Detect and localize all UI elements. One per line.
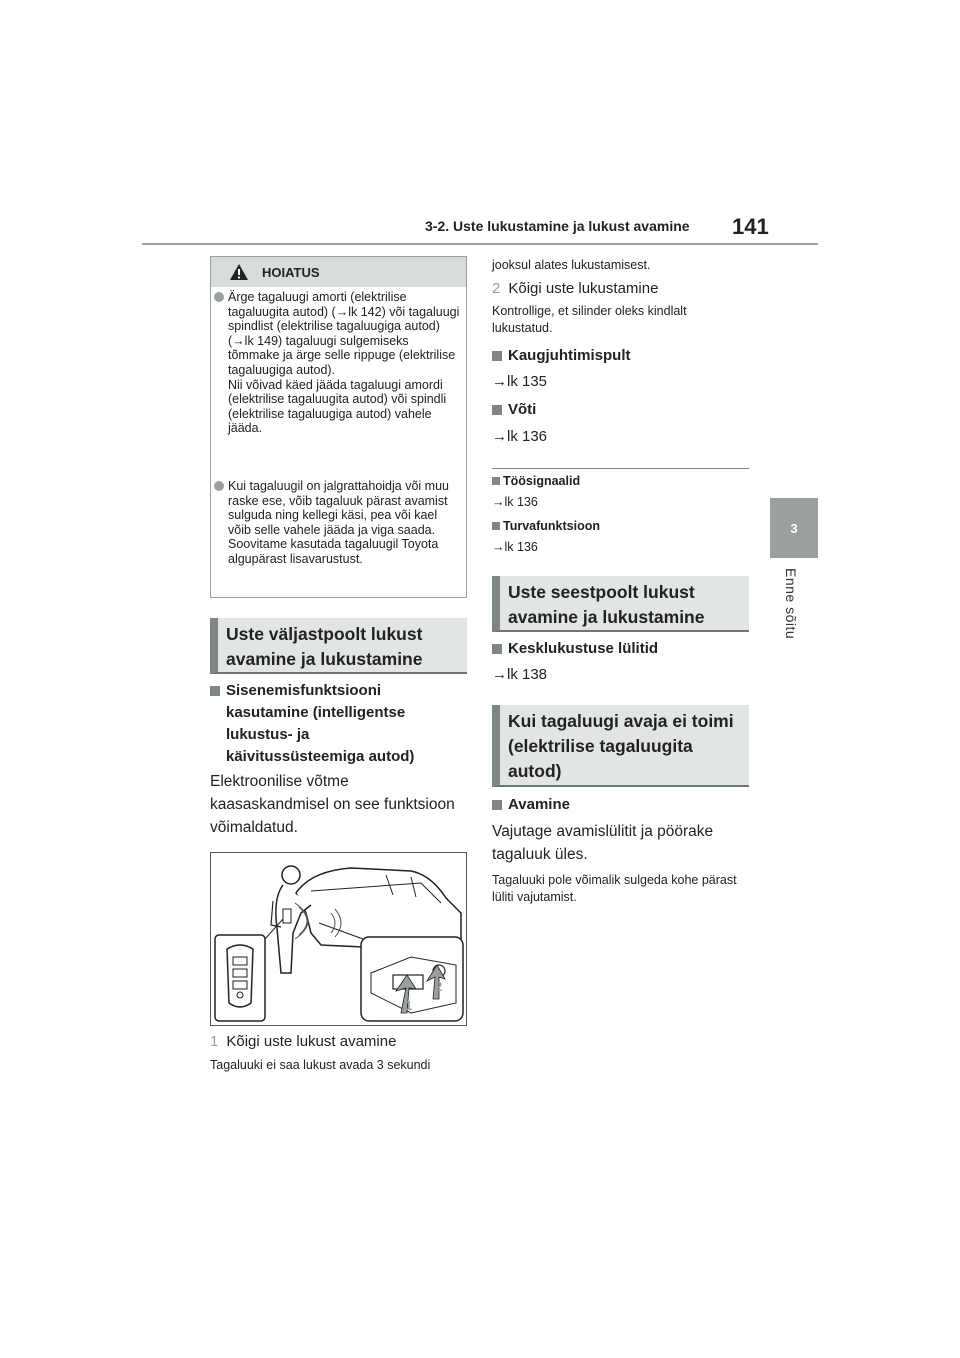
square-bullet-icon: [492, 800, 502, 810]
step-text: Kõigi uste lukustamine: [508, 280, 659, 297]
small-subheading: [492, 474, 580, 488]
square-bullet-icon: [492, 644, 502, 654]
callout-2: 2: [435, 979, 443, 994]
section-heading-text: Uste seestpoolt lukust avamine ja lukustamine: [508, 582, 705, 627]
subheading-text: Kesklukustuse lülitid: [508, 640, 659, 657]
body-text: Elektroonilise võtme kaasaskandmisel on see funktsioon võimaldatud.: [210, 773, 455, 836]
small-subheading: [492, 519, 600, 533]
page-reference-link[interactable]: →lk 138: [492, 666, 548, 683]
warning-text: Kui tagaluugil on jalgrattahoidja või muu raske ese, võib tagaluuk pärast avamist sulguda ning kellegi käsi, pea või kael võib selle vahele jääda ja viga saada. Soovitame kasutada tagaluugil Toyota algupärast lisavarustust.: [228, 479, 449, 566]
subheading-text: Sisenemisfunktsiooni kasutamine (intelligentse lukustus- ja käivitussüsteemiga autod): [226, 682, 415, 765]
note-text: Tagaluuki pole võimalik sulgeda kohe pärast lüliti vajutamist.: [492, 873, 737, 904]
subheading: [210, 680, 450, 768]
subheading: [492, 399, 749, 421]
warning-text: Ärge tagaluugi amorti (elektrilise tagaluugita autod) (→lk 142) või tagaluugi spindlist (elektrilise tagaluugiga autod) (→lk 149) tagaluugi sulgemiseks tõmmake ja ärge selle rippuge (elektrilise tagaluugiga autod). Nii võivad käed jääda tagaluugi amordi (elektrilise tagaluugita autod) või spindli (elektrilise tagaluugiga autod) vahele jääda.: [228, 290, 460, 436]
page-reference-link[interactable]: →lk 136: [492, 428, 548, 445]
warning-item: [214, 290, 462, 436]
subheading-text: Avamine: [508, 796, 570, 813]
header-divider: [142, 243, 818, 245]
warning-title: HOIATUS: [262, 265, 320, 280]
step-number: 1: [210, 1033, 219, 1050]
section-heading: [492, 576, 749, 632]
warning-item: [214, 479, 462, 567]
square-bullet-icon: [492, 405, 502, 415]
square-bullet-icon: [492, 351, 502, 361]
section-heading: [210, 618, 467, 674]
page-reference-link[interactable]: →lk 136: [492, 495, 538, 509]
step-1: [210, 1030, 467, 1053]
step-2: [492, 277, 749, 300]
step-1-note: Tagaluuki ei saa lukust avada 3 sekundi: [210, 1058, 431, 1072]
entry-function-illustration: [210, 852, 467, 1026]
page-number: 141: [732, 214, 769, 239]
warning-header: [211, 257, 466, 287]
bullet-icon: [214, 292, 224, 302]
subheading: [492, 638, 749, 660]
small-subheading-text: Töösignaalid: [503, 474, 581, 488]
section-heading-text: Kui tagaluugi avaja ei toimi (elektrilise tagaluugita autod): [508, 711, 734, 781]
chapter-tab: 3: [770, 498, 818, 558]
square-bullet-icon: [492, 477, 500, 485]
page-reference-link[interactable]: →lk 136: [492, 540, 538, 554]
section-heading: [492, 705, 749, 787]
warning-triangle-icon: [229, 263, 249, 281]
subheading: [492, 794, 749, 816]
continued-note: jooksul alates lukustamisest.: [492, 258, 651, 272]
chapter-label: Enne sõitu: [783, 568, 799, 640]
square-bullet-icon: [492, 522, 500, 530]
subheading-text: Võti: [508, 401, 537, 418]
section-heading-text: Uste väljastpoolt lukust avamine ja lukustamine: [226, 624, 423, 669]
body-text: Vajutage avamislülitit ja pöörake tagaluuk üles.: [492, 823, 714, 863]
callout-1: 1: [405, 998, 413, 1013]
step-2-note: Kontrollige, et silinder oleks kindlalt lukustatud.: [492, 304, 687, 335]
step-number: 2: [492, 280, 501, 297]
bullet-icon: [214, 481, 224, 491]
section-title: 3-2. Uste lukustamine ja lukust avamine: [425, 218, 690, 234]
divider: [492, 468, 749, 469]
subheading-text: Kaugjuhtimispult: [508, 347, 631, 364]
square-bullet-icon: [210, 686, 220, 696]
subheading: [492, 345, 749, 367]
small-subheading-text: Turvafunktsioon: [503, 519, 600, 533]
step-text: Kõigi uste lukust avamine: [226, 1033, 397, 1050]
page-reference-link[interactable]: →lk 135: [492, 373, 548, 390]
